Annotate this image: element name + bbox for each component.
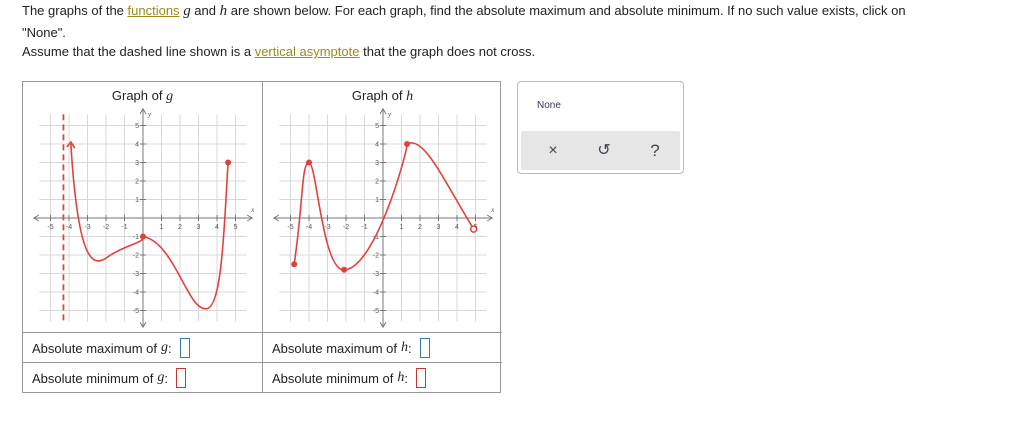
- y-tick-label: -3: [372, 271, 379, 278]
- graph-title-text: Graph of: [351, 88, 407, 103]
- graphs-container: [22, 81, 501, 393]
- point-h-trough: [341, 267, 347, 273]
- colon: :: [168, 340, 172, 356]
- y-tick-label: -1: [372, 234, 379, 241]
- undo-button[interactable]: ↺: [597, 142, 611, 159]
- graph-title-var: h: [406, 89, 414, 104]
- y-tick-label: 4: [135, 141, 139, 149]
- graph-h-title: [263, 88, 502, 105]
- x-tick-label: 1: [159, 224, 164, 231]
- h-var: h: [401, 340, 408, 355]
- x-tick-label: -3: [84, 224, 91, 231]
- question-text-part: and: [190, 3, 220, 18]
- x-tick-label: 4: [215, 224, 219, 231]
- x-tick-label: 2: [418, 224, 422, 231]
- y-tick-label: 3: [375, 160, 379, 167]
- x-tick-label: -2: [102, 224, 110, 231]
- x-tick-label: -3: [324, 224, 331, 231]
- divider: [23, 362, 262, 363]
- divider: [263, 332, 502, 333]
- y-tick-label: 1: [375, 197, 379, 204]
- tool-button-bar: [521, 131, 680, 170]
- y-tick-label: -5: [132, 308, 139, 315]
- x-tick-label: 2: [178, 224, 182, 231]
- h-max-row: [272, 338, 430, 358]
- none-option[interactable]: None: [537, 100, 561, 111]
- x-tick-label: -4: [65, 224, 73, 231]
- x-axis-label: x: [491, 206, 495, 214]
- y-tick-label: -5: [372, 308, 379, 315]
- g-max-row: [32, 338, 190, 358]
- x-tick-label: -5: [287, 224, 294, 231]
- y-tick-label: 1: [135, 197, 139, 204]
- graph-title-var: g: [166, 89, 174, 104]
- curve-h: [294, 143, 473, 270]
- var-g: g: [183, 3, 191, 19]
- h-min-row: [272, 368, 426, 388]
- g-max-input[interactable]: [180, 338, 190, 358]
- help-button[interactable]: ?: [650, 141, 660, 160]
- question-text-part: The graphs of the: [22, 3, 128, 18]
- point-h-max: [404, 141, 410, 147]
- h-max-input[interactable]: [420, 338, 430, 358]
- graph-h: [271, 108, 495, 328]
- h-max-label: Absolute maximum of: [272, 340, 397, 356]
- g-var: g: [157, 370, 165, 385]
- y-tick-label: 2: [135, 178, 139, 186]
- y-tick-label: -2: [372, 252, 379, 260]
- h-var: h: [397, 370, 405, 385]
- point-g-local-max: [140, 234, 146, 240]
- graph-g: [31, 108, 255, 328]
- var-h: h: [219, 3, 228, 19]
- divider: [263, 362, 502, 363]
- x-axis-label: x: [251, 206, 255, 214]
- g-max-label: Absolute maximum of: [32, 340, 157, 356]
- x-tick-label: 5: [233, 224, 238, 231]
- y-tick-label: 5: [375, 123, 379, 130]
- question-text-part: "None".: [22, 25, 66, 40]
- h-min-label: Absolute minimum of: [272, 370, 394, 386]
- x-tick-label: -1: [121, 224, 128, 231]
- y-tick-label: 2: [375, 178, 379, 186]
- h-min-input[interactable]: [416, 368, 426, 388]
- x-tick-label: 3: [196, 224, 201, 231]
- answer-tool-panel: [517, 81, 684, 174]
- y-tick-label: -3: [132, 271, 139, 278]
- g-min-row: [32, 368, 186, 388]
- question-text: [22, 0, 1012, 44]
- functions-link[interactable]: functions: [127, 3, 180, 18]
- x-tick-label: 4: [455, 224, 459, 231]
- x-tick-label: -1: [361, 224, 368, 231]
- x-tick-label: -5: [47, 224, 54, 231]
- x-tick-label: -4: [305, 224, 313, 231]
- graph-title-text: Graph of: [111, 88, 167, 103]
- colon: :: [408, 340, 412, 356]
- y-axis-label: y: [388, 110, 392, 119]
- panel-g: [23, 82, 263, 392]
- g-min-label: Absolute minimum of: [32, 370, 154, 386]
- y-tick-label: 5: [135, 123, 139, 130]
- y-tick-label: -1: [132, 234, 139, 241]
- assumption-part: that the graph does not cross.: [359, 44, 536, 59]
- g-var: g: [161, 340, 168, 355]
- clear-button[interactable]: ×: [548, 142, 558, 159]
- divider: [23, 332, 262, 333]
- question-text-part: are shown below. For each graph, find the absolute maximum and absolute minimum. If no such value exists, click on: [227, 3, 906, 18]
- colon: :: [404, 370, 409, 386]
- vertical-asymptote-link[interactable]: vertical asymptote: [254, 44, 360, 59]
- graph-g-title: [23, 88, 262, 105]
- point-h-peak: [306, 160, 312, 166]
- assumption-part: Assume that the dashed line shown is a: [22, 44, 255, 59]
- y-axis-label: y: [148, 110, 152, 119]
- colon: :: [164, 370, 169, 386]
- y-tick-label: -4: [132, 289, 139, 297]
- point-h-start: [291, 261, 297, 267]
- y-tick-label: -2: [132, 252, 139, 260]
- x-tick-label: 1: [399, 224, 404, 231]
- point-g-endpoint: [225, 160, 231, 166]
- curve-g-left: [71, 141, 144, 261]
- point-h-open-end: [471, 226, 477, 232]
- y-tick-label: -4: [372, 289, 379, 297]
- curve-g-right: [143, 163, 228, 309]
- g-min-input[interactable]: [176, 368, 186, 388]
- x-tick-label: 3: [436, 224, 441, 231]
- panel-h: [263, 82, 502, 392]
- assumption-text: [22, 44, 535, 59]
- y-tick-label: 3: [135, 160, 139, 167]
- y-tick-label: 4: [375, 141, 379, 149]
- x-tick-label: -2: [342, 224, 350, 231]
